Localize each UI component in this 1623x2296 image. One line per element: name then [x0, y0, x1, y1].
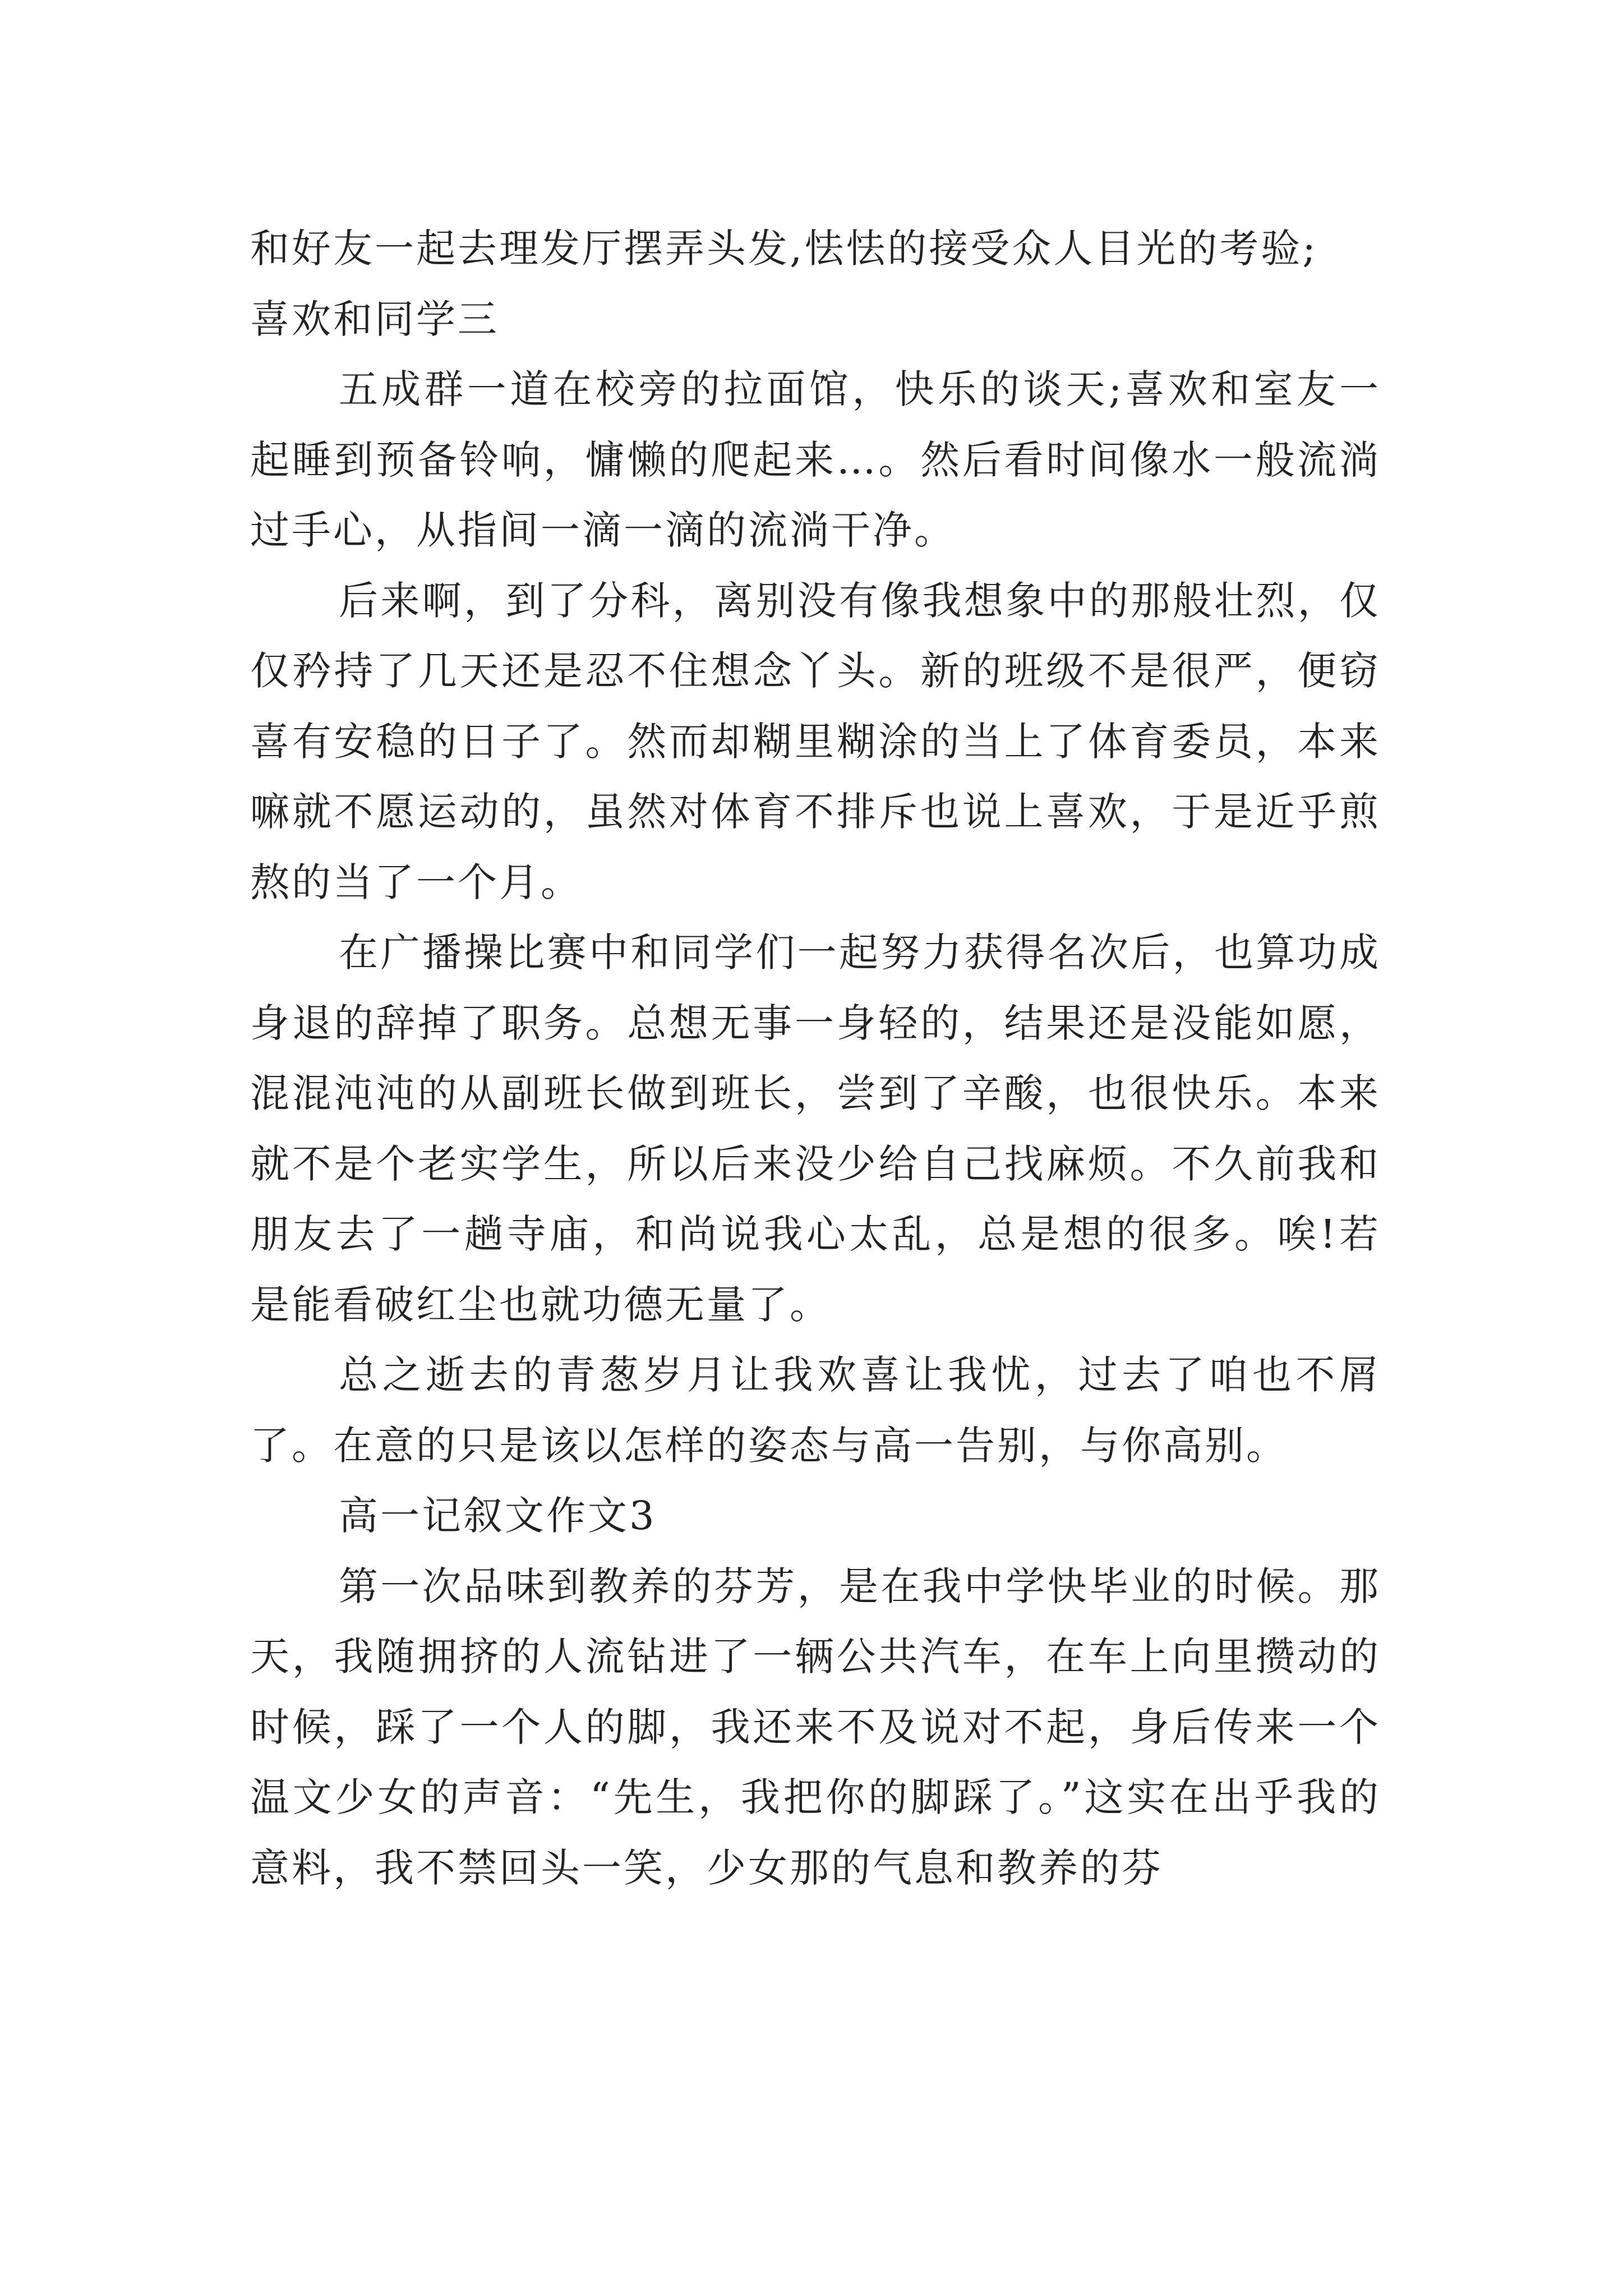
- text-line: 喜欢和同学三: [250, 296, 499, 342]
- section-heading: 高一记叙文作文3: [339, 1493, 657, 1539]
- paragraph: 在广播操比赛中和同学们一起努力获得名次后，也算功成身退的辞掉了职务。总想无事一身轻的，结果还是没能如愿，混混沌沌的从副班长做到班长，尝到了辛酸，也很快乐。本来就不是个老实学生，所以后来没少给自己找麻烦。不久前我和朋友去了一趟寺庙，和尚说我心太乱，总是想的很多。唉!若是能看破红尘也就功德无量了。: [250, 930, 1381, 1328]
- text-line: 和好友一起去理发厅摆弄头发,怯怯的接受众人目光的考验;: [250, 226, 1318, 272]
- paragraph: 五成群一道在校旁的拉面馆，快乐的谈天;喜欢和室友一起睡到预备铃响，慵懒的爬起来…。然后看时间像水一般流淌过手心，从指间一滴一滴的流淌干净。: [250, 366, 1381, 553]
- paragraph: 后来啊，到了分科，离别没有像我想象中的那般壮烈，仅仅矜持了几天还是忍不住想念丫头。新的班级不是很严，便窃喜有安稳的日子了。然而却糊里糊涂的当上了体育委员，本来嘛就不愿运动的，虽然对体育不排斥也说上喜欢，于是近乎煎熬的当了一个月。: [250, 577, 1381, 905]
- paragraph: 第一次品味到教养的芬芳，是在我中学快毕业的时候。那天，我随拥挤的人流钻进了一辆公共汽车，在车上向里攒动的时候，踩了一个人的脚，我还来不及说对不起，身后传来一个温文少女的声音：“先生，我把你的脚踩了。”这实在出乎我的意料，我不禁回头一笑，少女那的气息和教养的芬: [250, 1563, 1381, 1891]
- document-body: [250, 214, 1381, 1903]
- paragraph: 总之逝去的青葱岁月让我欢喜让我忧，过去了咱也不屑了。在意的只是该以怎样的姿态与高一告别，与你高别。: [250, 1352, 1381, 1469]
